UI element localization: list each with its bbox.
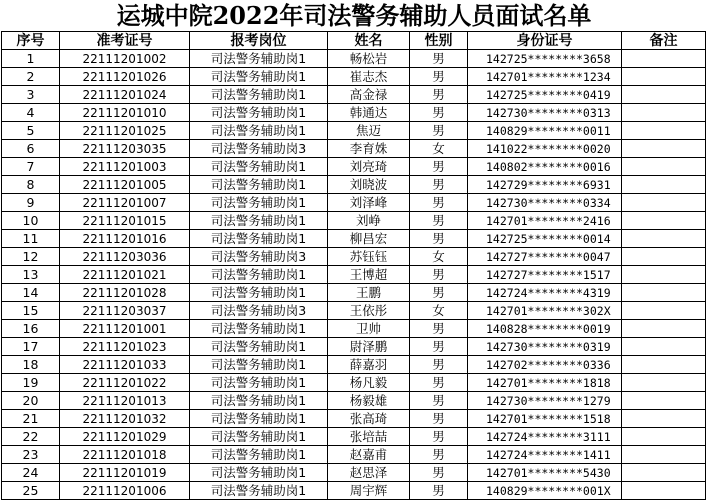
- cell-remark: [622, 104, 706, 122]
- cell-id: 142730********0319: [468, 338, 622, 356]
- table-row: [2, 338, 706, 356]
- table-row: [2, 158, 706, 176]
- cell-position: 司法警务辅助岗1: [190, 194, 328, 212]
- cell-remark: [622, 212, 706, 230]
- cell-ticket: 22111201032: [60, 410, 190, 428]
- cell-ticket: 22111201016: [60, 230, 190, 248]
- cell-seq: 22: [2, 428, 60, 446]
- cell-gender: 男: [410, 230, 468, 248]
- cell-position: 司法警务辅助岗1: [190, 428, 328, 446]
- col-header-ticket: 准考证号: [60, 32, 190, 50]
- cell-name: 周宇辉: [328, 482, 410, 500]
- cell-position: 司法警务辅助岗1: [190, 122, 328, 140]
- cell-position: 司法警务辅助岗1: [190, 158, 328, 176]
- cell-id: 142730********0313: [468, 104, 622, 122]
- cell-ticket: 22111201007: [60, 194, 190, 212]
- cell-id: 142724********3111: [468, 428, 622, 446]
- cell-ticket: 22111203035: [60, 140, 190, 158]
- cell-gender: 男: [410, 176, 468, 194]
- cell-name: 李育姝: [328, 140, 410, 158]
- cell-name: 尉泽鹏: [328, 338, 410, 356]
- cell-gender: 女: [410, 302, 468, 320]
- cell-position: 司法警务辅助岗1: [190, 212, 328, 230]
- cell-gender: 男: [410, 50, 468, 68]
- cell-position: 司法警务辅助岗1: [190, 230, 328, 248]
- cell-seq: 18: [2, 356, 60, 374]
- col-header-name: 姓名: [328, 32, 410, 50]
- cell-id: 140828********0019: [468, 320, 622, 338]
- cell-gender: 男: [410, 266, 468, 284]
- cell-remark: [622, 482, 706, 500]
- cell-seq: 9: [2, 194, 60, 212]
- cell-id: 142724********4319: [468, 284, 622, 302]
- col-header-seq: 序号: [2, 32, 60, 50]
- table-row: [2, 50, 706, 68]
- cell-seq: 20: [2, 392, 60, 410]
- table-row: [2, 374, 706, 392]
- cell-gender: 男: [410, 284, 468, 302]
- cell-name: 杨毅雄: [328, 392, 410, 410]
- cell-gender: 男: [410, 392, 468, 410]
- cell-seq: 15: [2, 302, 60, 320]
- cell-ticket: 22111201021: [60, 266, 190, 284]
- cell-position: 司法警务辅助岗1: [190, 374, 328, 392]
- cell-gender: 男: [410, 212, 468, 230]
- cell-position: 司法警务辅助岗3: [190, 248, 328, 266]
- cell-seq: 17: [2, 338, 60, 356]
- cell-ticket: 22111203037: [60, 302, 190, 320]
- cell-seq: 7: [2, 158, 60, 176]
- cell-position: 司法警务辅助岗1: [190, 392, 328, 410]
- cell-gender: 女: [410, 140, 468, 158]
- cell-gender: 男: [410, 122, 468, 140]
- cell-ticket: 22111201028: [60, 284, 190, 302]
- cell-ticket: 22111201015: [60, 212, 190, 230]
- cell-name: 刘泽峰: [328, 194, 410, 212]
- cell-ticket: 22111201024: [60, 86, 190, 104]
- cell-gender: 男: [410, 68, 468, 86]
- cell-seq: 25: [2, 482, 60, 500]
- cell-remark: [622, 410, 706, 428]
- cell-gender: 男: [410, 356, 468, 374]
- table-row: [2, 176, 706, 194]
- cell-id: 140802********0016: [468, 158, 622, 176]
- cell-ticket: 22111203036: [60, 248, 190, 266]
- cell-remark: [622, 302, 706, 320]
- cell-id: 142701********5430: [468, 464, 622, 482]
- cell-remark: [622, 374, 706, 392]
- cell-ticket: 22111201001: [60, 320, 190, 338]
- cell-ticket: 22111201003: [60, 158, 190, 176]
- cell-name: 柳昌宏: [328, 230, 410, 248]
- header-row: [2, 32, 706, 50]
- cell-id: 142727********1517: [468, 266, 622, 284]
- table-row: [2, 482, 706, 500]
- cell-gender: 男: [410, 338, 468, 356]
- page-title: 运城中院2022年司法警务辅助人员面试名单: [116, 1, 592, 30]
- cell-position: 司法警务辅助岗3: [190, 140, 328, 158]
- cell-id: 140829********0011: [468, 122, 622, 140]
- cell-ticket: 22111201023: [60, 338, 190, 356]
- table-row: [2, 302, 706, 320]
- cell-ticket: 22111201010: [60, 104, 190, 122]
- cell-gender: 女: [410, 248, 468, 266]
- cell-id: 142701********302X: [468, 302, 622, 320]
- cell-id: 142725********3658: [468, 50, 622, 68]
- cell-gender: 男: [410, 482, 468, 500]
- cell-id: 142701********1818: [468, 374, 622, 392]
- col-header-remark: 备注: [622, 32, 706, 50]
- cell-remark: [622, 464, 706, 482]
- cell-seq: 5: [2, 122, 60, 140]
- cell-gender: 男: [410, 194, 468, 212]
- cell-ticket: 22111201005: [60, 176, 190, 194]
- cell-gender: 男: [410, 86, 468, 104]
- cell-position: 司法警务辅助岗1: [190, 446, 328, 464]
- cell-remark: [622, 176, 706, 194]
- cell-name: 焦迈: [328, 122, 410, 140]
- cell-remark: [622, 446, 706, 464]
- cell-name: 赵嘉甫: [328, 446, 410, 464]
- table-row: [2, 86, 706, 104]
- table-row: [2, 428, 706, 446]
- cell-id: 142702********0336: [468, 356, 622, 374]
- table-row: [2, 284, 706, 302]
- cell-position: 司法警务辅助岗1: [190, 176, 328, 194]
- cell-ticket: 22111201019: [60, 464, 190, 482]
- cell-seq: 12: [2, 248, 60, 266]
- table-row: [2, 248, 706, 266]
- table-row: [2, 212, 706, 230]
- cell-ticket: 22111201006: [60, 482, 190, 500]
- table-row: [2, 356, 706, 374]
- cell-seq: 21: [2, 410, 60, 428]
- table-row: [2, 194, 706, 212]
- cell-ticket: 22111201033: [60, 356, 190, 374]
- cell-id: 142727********0047: [468, 248, 622, 266]
- table-row: [2, 122, 706, 140]
- cell-remark: [622, 194, 706, 212]
- cell-position: 司法警务辅助岗1: [190, 266, 328, 284]
- cell-seq: 13: [2, 266, 60, 284]
- cell-id: 142725********0419: [468, 86, 622, 104]
- cell-seq: 3: [2, 86, 60, 104]
- cell-id: 141022********0020: [468, 140, 622, 158]
- cell-position: 司法警务辅助岗1: [190, 464, 328, 482]
- cell-ticket: 22111201022: [60, 374, 190, 392]
- cell-position: 司法警务辅助岗1: [190, 338, 328, 356]
- cell-id: 142730********1279: [468, 392, 622, 410]
- cell-id: 142729********6931: [468, 176, 622, 194]
- table-row: [2, 392, 706, 410]
- cell-remark: [622, 320, 706, 338]
- cell-name: 韩通达: [328, 104, 410, 122]
- table-row: [2, 410, 706, 428]
- cell-id: 140829********001X: [468, 482, 622, 500]
- table-row: [2, 266, 706, 284]
- cell-name: 高金禄: [328, 86, 410, 104]
- cell-position: 司法警务辅助岗1: [190, 50, 328, 68]
- cell-position: 司法警务辅助岗1: [190, 482, 328, 500]
- cell-position: 司法警务辅助岗1: [190, 104, 328, 122]
- cell-remark: [622, 284, 706, 302]
- cell-name: 王依彤: [328, 302, 410, 320]
- cell-name: 王鹏: [328, 284, 410, 302]
- cell-name: 刘亮琦: [328, 158, 410, 176]
- cell-ticket: 22111201018: [60, 446, 190, 464]
- cell-ticket: 22111201013: [60, 392, 190, 410]
- cell-remark: [622, 338, 706, 356]
- col-header-position: 报考岗位: [190, 32, 328, 50]
- cell-name: 刘晓波: [328, 176, 410, 194]
- cell-id: 142701********1518: [468, 410, 622, 428]
- cell-name: 崔志杰: [328, 68, 410, 86]
- cell-position: 司法警务辅助岗1: [190, 320, 328, 338]
- cell-name: 赵思泽: [328, 464, 410, 482]
- cell-remark: [622, 356, 706, 374]
- cell-name: 苏钰钰: [328, 248, 410, 266]
- cell-seq: 10: [2, 212, 60, 230]
- cell-seq: 16: [2, 320, 60, 338]
- cell-name: 薛嘉羽: [328, 356, 410, 374]
- table-row: [2, 446, 706, 464]
- cell-position: 司法警务辅助岗3: [190, 302, 328, 320]
- cell-remark: [622, 140, 706, 158]
- table-row: [2, 68, 706, 86]
- interview-table: [1, 31, 706, 500]
- cell-position: 司法警务辅助岗1: [190, 356, 328, 374]
- cell-id: 142725********0014: [468, 230, 622, 248]
- cell-gender: 男: [410, 410, 468, 428]
- table-row: [2, 230, 706, 248]
- cell-name: 王博超: [328, 266, 410, 284]
- cell-name: 张高琦: [328, 410, 410, 428]
- cell-gender: 男: [410, 158, 468, 176]
- table-row: [2, 464, 706, 482]
- cell-remark: [622, 122, 706, 140]
- cell-seq: 1: [2, 50, 60, 68]
- cell-name: 刘峥: [328, 212, 410, 230]
- cell-id: 142701********1234: [468, 68, 622, 86]
- cell-name: 杨凡毅: [328, 374, 410, 392]
- cell-seq: 11: [2, 230, 60, 248]
- table-row: [2, 104, 706, 122]
- cell-remark: [622, 266, 706, 284]
- cell-remark: [622, 392, 706, 410]
- cell-seq: 19: [2, 374, 60, 392]
- col-header-gender: 性别: [410, 32, 468, 50]
- cell-gender: 男: [410, 104, 468, 122]
- cell-ticket: 22111201002: [60, 50, 190, 68]
- cell-ticket: 22111201029: [60, 428, 190, 446]
- cell-seq: 14: [2, 284, 60, 302]
- cell-seq: 24: [2, 464, 60, 482]
- cell-id: 142701********2416: [468, 212, 622, 230]
- cell-ticket: 22111201026: [60, 68, 190, 86]
- cell-seq: 6: [2, 140, 60, 158]
- cell-ticket: 22111201025: [60, 122, 190, 140]
- cell-name: 卫帅: [328, 320, 410, 338]
- table-row: [2, 140, 706, 158]
- table-row: [2, 320, 706, 338]
- cell-remark: [622, 86, 706, 104]
- cell-position: 司法警务辅助岗1: [190, 284, 328, 302]
- cell-gender: 男: [410, 374, 468, 392]
- cell-gender: 男: [410, 428, 468, 446]
- cell-seq: 23: [2, 446, 60, 464]
- cell-remark: [622, 50, 706, 68]
- cell-id: 142730********0334: [468, 194, 622, 212]
- cell-name: 张培喆: [328, 428, 410, 446]
- cell-name: 畅松岩: [328, 50, 410, 68]
- cell-gender: 男: [410, 446, 468, 464]
- cell-remark: [622, 230, 706, 248]
- cell-remark: [622, 428, 706, 446]
- cell-gender: 男: [410, 464, 468, 482]
- cell-remark: [622, 248, 706, 266]
- col-header-id: 身份证号: [468, 32, 622, 50]
- cell-position: 司法警务辅助岗1: [190, 410, 328, 428]
- cell-id: 142724********1411: [468, 446, 622, 464]
- cell-remark: [622, 68, 706, 86]
- cell-seq: 8: [2, 176, 60, 194]
- cell-position: 司法警务辅助岗1: [190, 68, 328, 86]
- cell-position: 司法警务辅助岗1: [190, 86, 328, 104]
- cell-gender: 男: [410, 320, 468, 338]
- cell-remark: [622, 158, 706, 176]
- cell-seq: 2: [2, 68, 60, 86]
- cell-seq: 4: [2, 104, 60, 122]
